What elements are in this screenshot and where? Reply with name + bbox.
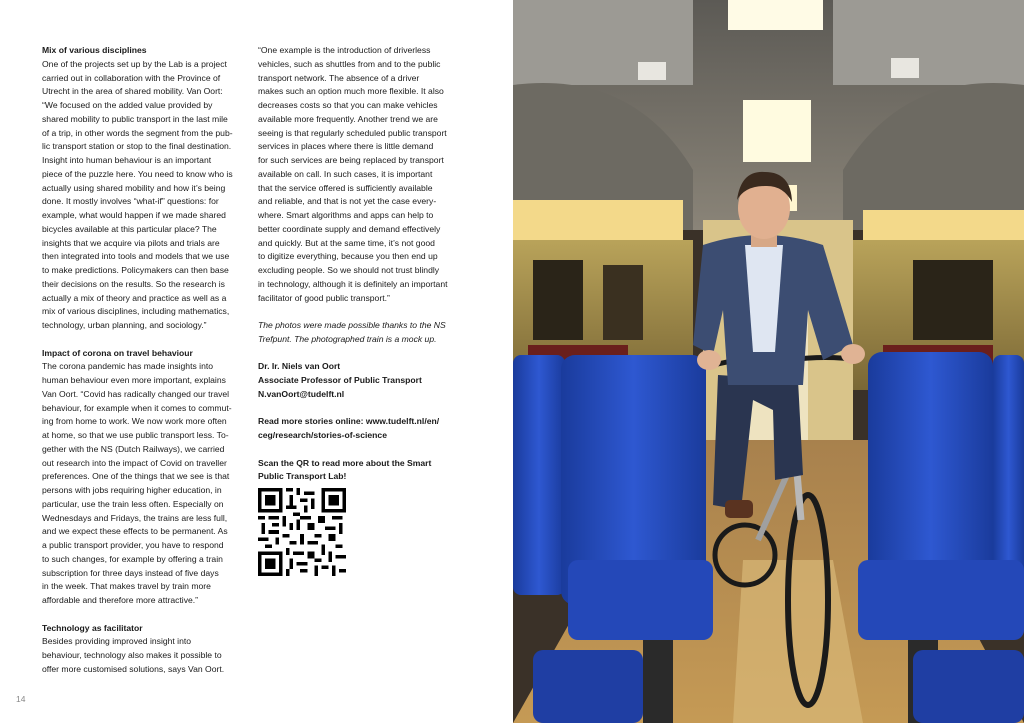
- paragraph-corona: The corona pandemic has made insights into human behaviour even more important, explains Van Oort. “Covid has radically changed our travel behaviour, for example when it comes to commut- ing from home to work. We now work more often at home, so that we use public transport less. To- gether with the NS (Dutch Railways), we carried out research into the impact of Covid on traveller preferences. One of the things that we see is that persons with jobs requiring higher education, in particular, use the train less often. Especially on Wednesdays and Fridays, the trains are less full, and we expect these effects to be permanent. As a public transport provider, you have to respond to such changes, for example by offering a train subscription for three days instead of five days in the week. That makes travel by train more affordable and therefore more attractive.”: [42, 361, 232, 605]
- paragraph-technology: Besides providing improved insight into behaviour, technology also makes it possible to offer more customised solutions, says Van Oort.: [42, 636, 225, 674]
- text-column-2: [258, 44, 470, 576]
- qr-caption: Scan the QR to read more about the Smart Public Transport Lab!: [258, 457, 432, 482]
- author-email[interactable]: N.vanOort@tudelft.nl: [258, 388, 345, 399]
- qr-code[interactable]: [258, 488, 346, 576]
- train-photo: [513, 0, 1024, 723]
- heading-technology: Technology as facilitator: [42, 622, 143, 633]
- heading-corona-impact: Impact of corona on travel behaviour: [42, 347, 193, 358]
- author-block: [258, 360, 470, 401]
- paragraph-driverless: “One example is the introduction of driverless vehicles, such as shuttles from and to the public transport network. The absence of a driver makes such an option much more flexible. It also decreases costs so that you can make vehicles available more frequently. Another trend we are seeing is that regularly scheduled public transport services in places where there is little demand for such services are being replaced by transport available on call. In such cases, it is important that the service offered is sufficiently available and reliable, and that is not yet the case every- where. Smart algorithms and apps can help to better coordinate supply and demand effectively and quickly. But at the same time, it’s not good to digitize everything, because you then end up excluding people. So we should not trust blindly in technology, although it is definitely an important facilitator of good public transport.”: [258, 45, 448, 303]
- paragraph-shared-mobility: One of the projects set up by the Lab is a project carried out in collaboration with the Province of Utrecht in the area of shared mobility. Van Oort: “We focused on the added value provided by shared mobility to public transport in the last mile of a trip, in other words the segment from the pub- lic transport station or stop to the final destination. Insight into human behaviour is an important piece of the puzzle here. You need to know who is actually using shared mobility and how it’s being done. It mostly involves “what-if” questions: for example, what would happen if we made shared bicycles available at this particular place? The insights that we acquire via pilots and trials are then integrated into tools and models that we use to make predictions. Policymakers can then base their decisions on the results. So the research is actually a mix of theory and practice as well as a mix of various disciplines, including mathematics, technology, urban planning, and sociology.”: [42, 58, 233, 330]
- heading-mix-disciplines: Mix of various disciplines: [42, 45, 147, 55]
- photo-credit: The photos were made possible thanks to the NS Trefpunt. The photographed train is a mock up.: [258, 320, 446, 344]
- cyclist-in-train-illustration: [513, 0, 1024, 723]
- author-title: Associate Professor of Public Transport: [258, 375, 422, 385]
- page-number: 14: [16, 694, 26, 704]
- read-more-link[interactable]: Read more stories online: www.tudelft.nl/en/ ceg/research/stories-of-science: [258, 416, 440, 440]
- author-name: Dr. Ir. Niels van Oort: [258, 361, 341, 372]
- text-column-1: [42, 44, 247, 677]
